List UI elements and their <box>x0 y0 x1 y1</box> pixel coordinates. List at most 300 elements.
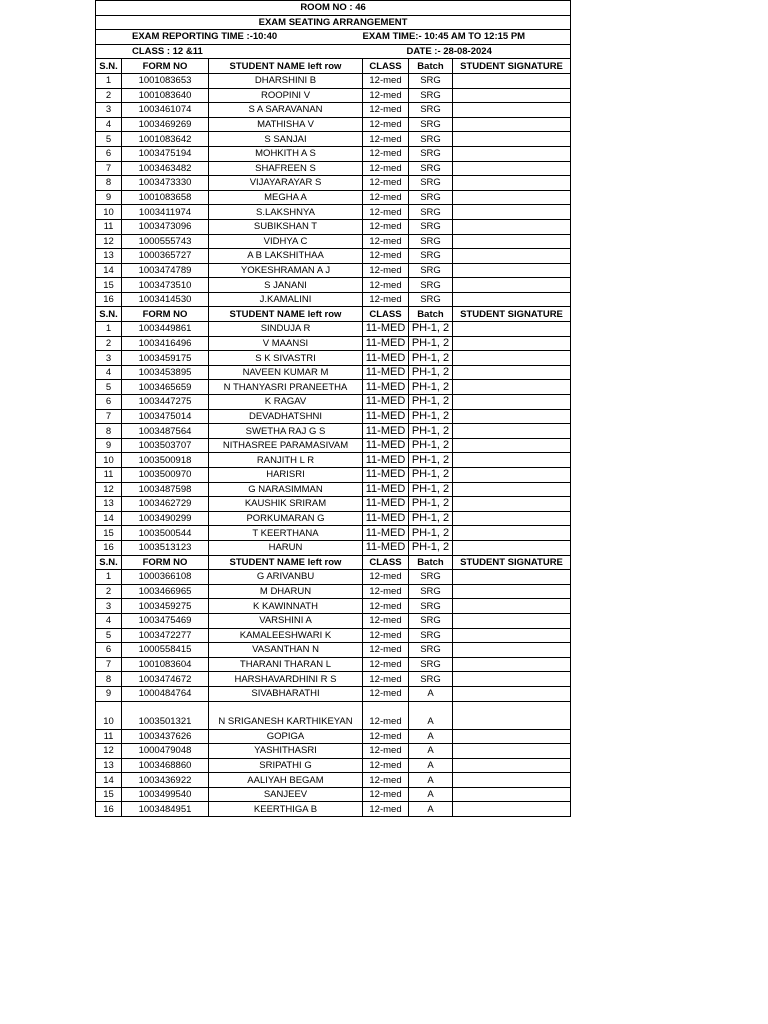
serial-cell: 14 <box>96 263 122 278</box>
signature-cell[interactable] <box>453 176 571 191</box>
form-no-cell: 1000365727 <box>122 249 209 264</box>
student-name-cell: V MAANSI <box>209 336 363 351</box>
serial-cell: 6 <box>96 395 122 410</box>
table-row <box>96 234 571 249</box>
column-header: S.N. <box>96 307 122 322</box>
table-row <box>96 322 571 337</box>
form-no-cell: 1003436922 <box>122 773 209 788</box>
class-cell: 12-med <box>363 132 409 147</box>
class-cell: 11-MED <box>363 482 409 497</box>
table-row <box>96 657 571 672</box>
serial-cell: 3 <box>96 103 122 118</box>
batch-cell: PH-1, 2 <box>409 351 453 366</box>
class-cell: 12-med <box>363 219 409 234</box>
serial-cell: 10 <box>96 701 122 729</box>
batch-cell: SRG <box>409 278 453 293</box>
class-cell: 12-med <box>363 234 409 249</box>
class-cell: 12-med <box>363 758 409 773</box>
column-header: FORM NO <box>122 555 209 570</box>
student-name-cell: K KAWINNATH <box>209 599 363 614</box>
class-cell: 12-med <box>363 584 409 599</box>
column-header: CLASS <box>363 307 409 322</box>
signature-cell[interactable] <box>453 409 571 424</box>
signature-cell[interactable] <box>453 758 571 773</box>
student-name-cell: KEERTHIGA B <box>209 802 363 817</box>
form-no-cell: 1003416496 <box>122 336 209 351</box>
batch-cell: SRG <box>409 146 453 161</box>
serial-cell: 15 <box>96 526 122 541</box>
serial-cell: 11 <box>96 729 122 744</box>
form-no-cell: 1003474789 <box>122 263 209 278</box>
student-name-cell: VARSHINI A <box>209 613 363 628</box>
class-cell: 11-MED <box>363 365 409 380</box>
student-name-cell: VASANTHAN N <box>209 643 363 658</box>
signature-cell[interactable] <box>453 802 571 817</box>
class-cell: 12-med <box>363 613 409 628</box>
student-name-cell: G ARIVANBU <box>209 570 363 585</box>
student-name-cell: RANJITH L R <box>209 453 363 468</box>
student-name-cell: N THANYASRI PRANEETHA <box>209 380 363 395</box>
form-no-cell: 1003475194 <box>122 146 209 161</box>
class-cell: 11-MED <box>363 395 409 410</box>
serial-cell: 5 <box>96 132 122 147</box>
form-no-cell: 1003513123 <box>122 540 209 555</box>
class-cell: 12-med <box>363 729 409 744</box>
serial-cell: 16 <box>96 292 122 307</box>
table-row <box>96 161 571 176</box>
column-header: FORM NO <box>122 59 209 74</box>
table-row <box>96 526 571 541</box>
serial-cell: 10 <box>96 453 122 468</box>
table-row <box>96 599 571 614</box>
student-name-cell: VIDHYA C <box>209 234 363 249</box>
class-cell: 12-med <box>363 161 409 176</box>
batch-cell: SRG <box>409 103 453 118</box>
signature-cell[interactable] <box>453 613 571 628</box>
serial-cell: 10 <box>96 205 122 220</box>
signature-cell[interactable] <box>453 278 571 293</box>
serial-cell: 5 <box>96 380 122 395</box>
batch-cell: A <box>409 802 453 817</box>
batch-cell: PH-1, 2 <box>409 424 453 439</box>
student-name-cell: SRIPATHI G <box>209 758 363 773</box>
signature-cell[interactable] <box>453 219 571 234</box>
batch-cell: PH-1, 2 <box>409 453 453 468</box>
table-row <box>96 672 571 687</box>
signature-cell[interactable] <box>453 701 571 729</box>
signature-cell[interactable] <box>453 686 571 701</box>
signature-cell[interactable] <box>453 643 571 658</box>
signature-cell[interactable] <box>453 744 571 759</box>
table-row <box>96 132 571 147</box>
batch-cell: SRG <box>409 88 453 103</box>
serial-cell: 15 <box>96 278 122 293</box>
signature-cell[interactable] <box>453 511 571 526</box>
column-header: STUDENT SIGNATURE <box>453 59 571 74</box>
serial-cell: 4 <box>96 613 122 628</box>
signature-cell[interactable] <box>453 570 571 585</box>
class-cell: 12-med <box>363 686 409 701</box>
table-row <box>96 351 571 366</box>
form-no-cell: 1003473510 <box>122 278 209 293</box>
batch-cell: SRG <box>409 643 453 658</box>
table-row <box>96 686 571 701</box>
batch-cell: A <box>409 701 453 729</box>
class-cell: 12-med <box>363 117 409 132</box>
serial-cell: 15 <box>96 787 122 802</box>
signature-cell[interactable] <box>453 599 571 614</box>
student-name-cell: G NARASIMMAN <box>209 482 363 497</box>
student-name-cell: VIJAYARAYAR S <box>209 176 363 191</box>
student-name-cell: ROOPINI V <box>209 88 363 103</box>
student-name-cell: SIVABHARATHI <box>209 686 363 701</box>
batch-cell: SRG <box>409 672 453 687</box>
student-name-cell: NITHASREE PARAMASIVAM <box>209 438 363 453</box>
class-cell: 12-med <box>363 263 409 278</box>
class-cell: 11-MED <box>363 511 409 526</box>
serial-cell: 4 <box>96 117 122 132</box>
serial-cell: 13 <box>96 497 122 512</box>
form-no-cell: 1000484764 <box>122 686 209 701</box>
signature-cell[interactable] <box>453 482 571 497</box>
student-name-cell: KAUSHIK SRIRAM <box>209 497 363 512</box>
student-name-cell: M DHARUN <box>209 584 363 599</box>
serial-cell: 12 <box>96 744 122 759</box>
class-cell: 12-med <box>363 744 409 759</box>
signature-cell[interactable] <box>453 584 571 599</box>
table-row <box>96 453 571 468</box>
batch-cell: A <box>409 758 453 773</box>
form-no-cell: 1001083640 <box>122 88 209 103</box>
serial-cell: 12 <box>96 482 122 497</box>
class-cell: 12-med <box>363 672 409 687</box>
column-header: STUDENT SIGNATURE <box>453 307 571 322</box>
serial-cell: 1 <box>96 322 122 337</box>
signature-cell[interactable] <box>453 292 571 307</box>
column-header: Batch <box>409 59 453 74</box>
signature-cell[interactable] <box>453 249 571 264</box>
table-row <box>96 787 571 802</box>
signature-cell[interactable] <box>453 453 571 468</box>
signature-cell[interactable] <box>453 205 571 220</box>
batch-cell: SRG <box>409 73 453 88</box>
table-row <box>96 701 571 729</box>
form-no-cell: 1003473330 <box>122 176 209 191</box>
class-cell: 11-MED <box>363 380 409 395</box>
signature-cell[interactable] <box>453 132 571 147</box>
form-no-cell: 1003463482 <box>122 161 209 176</box>
table-row <box>96 802 571 817</box>
serial-cell: 16 <box>96 540 122 555</box>
signature-cell[interactable] <box>453 729 571 744</box>
table-row <box>96 205 571 220</box>
serial-cell: 6 <box>96 643 122 658</box>
batch-cell: SRG <box>409 613 453 628</box>
table-row <box>96 613 571 628</box>
table-row <box>96 497 571 512</box>
column-header: STUDENT SIGNATURE <box>453 555 571 570</box>
table-row <box>96 482 571 497</box>
student-name-cell: DEVADHATSHNI <box>209 409 363 424</box>
batch-cell: A <box>409 729 453 744</box>
serial-cell: 5 <box>96 628 122 643</box>
class-cell: 12-med <box>363 599 409 614</box>
signature-cell[interactable] <box>453 787 571 802</box>
class-cell: 11-MED <box>363 409 409 424</box>
class-cell: 12-med <box>363 73 409 88</box>
form-no-cell: 1003487598 <box>122 482 209 497</box>
table-row <box>96 729 571 744</box>
batch-cell: PH-1, 2 <box>409 511 453 526</box>
serial-cell: 7 <box>96 657 122 672</box>
class-cell: 12-med <box>363 278 409 293</box>
column-header: S.N. <box>96 59 122 74</box>
serial-cell: 7 <box>96 161 122 176</box>
signature-cell[interactable] <box>453 468 571 483</box>
class-info: CLASS : 12 &11 <box>96 44 363 59</box>
batch-cell: PH-1, 2 <box>409 468 453 483</box>
student-name-cell: J.KAMALINI <box>209 292 363 307</box>
form-no-cell: 1003466965 <box>122 584 209 599</box>
table-row <box>96 219 571 234</box>
signature-cell[interactable] <box>453 657 571 672</box>
signature-cell[interactable] <box>453 628 571 643</box>
form-no-cell: 1003462729 <box>122 497 209 512</box>
batch-cell: PH-1, 2 <box>409 365 453 380</box>
signature-cell[interactable] <box>453 161 571 176</box>
form-no-cell: 1003473096 <box>122 219 209 234</box>
student-name-cell: HARISRI <box>209 468 363 483</box>
column-header-row <box>96 59 571 74</box>
form-no-cell: 1003499540 <box>122 787 209 802</box>
table-row <box>96 73 571 88</box>
signature-cell[interactable] <box>453 395 571 410</box>
form-no-cell: 1003459275 <box>122 599 209 614</box>
student-name-cell: MOHKITH A S <box>209 146 363 161</box>
signature-cell[interactable] <box>453 380 571 395</box>
batch-cell: SRG <box>409 570 453 585</box>
student-name-cell: HARUN <box>209 540 363 555</box>
serial-cell: 7 <box>96 409 122 424</box>
serial-cell: 8 <box>96 424 122 439</box>
form-no-cell: 1003501321 <box>122 701 209 729</box>
student-name-cell: S.LAKSHNYA <box>209 205 363 220</box>
class-cell: 11-MED <box>363 497 409 512</box>
form-no-cell: 1001083653 <box>122 73 209 88</box>
table-row <box>96 380 571 395</box>
table-row <box>96 249 571 264</box>
batch-cell: PH-1, 2 <box>409 526 453 541</box>
table-row <box>96 570 571 585</box>
class-cell: 12-med <box>363 570 409 585</box>
table-row <box>96 773 571 788</box>
signature-cell[interactable] <box>453 263 571 278</box>
batch-cell: SRG <box>409 205 453 220</box>
form-no-cell: 1003472277 <box>122 628 209 643</box>
signature-cell[interactable] <box>453 540 571 555</box>
student-name-cell: DHARSHINI B <box>209 73 363 88</box>
student-name-cell: SWETHA RAJ G S <box>209 424 363 439</box>
signature-cell[interactable] <box>453 773 571 788</box>
student-name-cell: THARANI THARAN L <box>209 657 363 672</box>
exam-date: DATE :- 28-08-2024 <box>363 44 571 59</box>
serial-cell: 2 <box>96 336 122 351</box>
batch-cell: SRG <box>409 161 453 176</box>
table-row <box>96 409 571 424</box>
table-row <box>96 643 571 658</box>
class-cell: 12-med <box>363 249 409 264</box>
student-name-cell: AALIYAH BEGAM <box>209 773 363 788</box>
batch-cell: A <box>409 686 453 701</box>
serial-cell: 9 <box>96 686 122 701</box>
serial-cell: 14 <box>96 511 122 526</box>
form-no-cell: 1003465659 <box>122 380 209 395</box>
class-cell: 11-MED <box>363 438 409 453</box>
table-row <box>96 584 571 599</box>
batch-cell: PH-1, 2 <box>409 336 453 351</box>
form-no-cell: 1003449861 <box>122 322 209 337</box>
form-no-cell: 1003500970 <box>122 468 209 483</box>
form-no-cell: 1003437626 <box>122 729 209 744</box>
table-row <box>96 292 571 307</box>
class-cell: 11-MED <box>363 336 409 351</box>
form-no-cell: 1003459175 <box>122 351 209 366</box>
class-cell: 12-med <box>363 292 409 307</box>
student-name-cell: HARSHAVARDHINI R S <box>209 672 363 687</box>
column-header-row <box>96 307 571 322</box>
table-row <box>96 176 571 191</box>
sheet-title: EXAM SEATING ARRANGEMENT <box>96 15 571 30</box>
batch-cell: SRG <box>409 176 453 191</box>
serial-cell: 9 <box>96 438 122 453</box>
column-header: S.N. <box>96 555 122 570</box>
student-name-cell: SANJEEV <box>209 787 363 802</box>
table-row <box>96 336 571 351</box>
exam-time: EXAM TIME:- 10:45 AM TO 12:15 PM <box>363 30 571 45</box>
batch-cell: A <box>409 773 453 788</box>
form-no-cell: 1001083658 <box>122 190 209 205</box>
class-cell: 12-med <box>363 802 409 817</box>
serial-cell: 11 <box>96 219 122 234</box>
class-cell: 12-med <box>363 146 409 161</box>
student-name-cell: S K SIVASTRI <box>209 351 363 366</box>
batch-cell: SRG <box>409 117 453 132</box>
form-no-cell: 1003475014 <box>122 409 209 424</box>
form-no-cell: 1003468860 <box>122 758 209 773</box>
batch-cell: SRG <box>409 263 453 278</box>
signature-cell[interactable] <box>453 117 571 132</box>
class-cell: 12-med <box>363 643 409 658</box>
signature-cell[interactable] <box>453 103 571 118</box>
form-no-cell: 1003487564 <box>122 424 209 439</box>
batch-cell: A <box>409 744 453 759</box>
table-row <box>96 744 571 759</box>
table-row <box>96 540 571 555</box>
signature-cell[interactable] <box>453 424 571 439</box>
student-name-cell: S SANJAI <box>209 132 363 147</box>
table-row <box>96 424 571 439</box>
signature-cell[interactable] <box>453 88 571 103</box>
signature-cell[interactable] <box>453 438 571 453</box>
class-cell: 12-med <box>363 88 409 103</box>
form-no-cell: 1003447275 <box>122 395 209 410</box>
serial-cell: 2 <box>96 584 122 599</box>
form-no-cell: 1001083604 <box>122 657 209 672</box>
batch-cell: A <box>409 787 453 802</box>
class-cell: 11-MED <box>363 351 409 366</box>
reporting-time: EXAM REPORTING TIME :-10:40 <box>96 30 363 45</box>
signature-cell[interactable] <box>453 526 571 541</box>
class-cell: 12-med <box>363 176 409 191</box>
class-cell: 11-MED <box>363 468 409 483</box>
column-header: STUDENT NAME left row <box>209 59 363 74</box>
student-name-cell: A B LAKSHITHAA <box>209 249 363 264</box>
room-number: ROOM NO : 46 <box>96 1 571 16</box>
signature-cell[interactable] <box>453 672 571 687</box>
batch-cell: PH-1, 2 <box>409 322 453 337</box>
student-name-cell: SHAFREEN S <box>209 161 363 176</box>
table-row <box>96 628 571 643</box>
table-row <box>96 278 571 293</box>
signature-cell[interactable] <box>453 336 571 351</box>
student-name-cell: MEGHA A <box>209 190 363 205</box>
signature-cell[interactable] <box>453 365 571 380</box>
column-header: CLASS <box>363 59 409 74</box>
serial-cell: 8 <box>96 672 122 687</box>
signature-cell[interactable] <box>453 322 571 337</box>
signature-cell[interactable] <box>453 234 571 249</box>
signature-cell[interactable] <box>453 146 571 161</box>
class-cell: 11-MED <box>363 526 409 541</box>
serial-cell: 13 <box>96 249 122 264</box>
student-name-cell: YOKESHRAMAN A J <box>209 263 363 278</box>
class-cell: 11-MED <box>363 424 409 439</box>
table-row <box>96 146 571 161</box>
signature-cell[interactable] <box>453 497 571 512</box>
signature-cell[interactable] <box>453 190 571 205</box>
table-row <box>96 468 571 483</box>
student-name-cell: NAVEEN KUMAR M <box>209 365 363 380</box>
serial-cell: 16 <box>96 802 122 817</box>
batch-cell: SRG <box>409 584 453 599</box>
batch-cell: SRG <box>409 132 453 147</box>
form-no-cell: 1000558415 <box>122 643 209 658</box>
serial-cell: 4 <box>96 365 122 380</box>
table-row <box>96 438 571 453</box>
signature-cell[interactable] <box>453 351 571 366</box>
serial-cell: 3 <box>96 351 122 366</box>
form-no-cell: 1003500918 <box>122 453 209 468</box>
class-cell: 11-MED <box>363 453 409 468</box>
batch-cell: SRG <box>409 292 453 307</box>
class-cell: 12-med <box>363 787 409 802</box>
form-no-cell: 1003461074 <box>122 103 209 118</box>
table-row <box>96 88 571 103</box>
student-name-cell: T KEERTHANA <box>209 526 363 541</box>
serial-cell: 2 <box>96 88 122 103</box>
class-cell: 11-MED <box>363 322 409 337</box>
column-header-row <box>96 555 571 570</box>
student-name-cell: KAMALEESHWARI K <box>209 628 363 643</box>
class-cell: 12-med <box>363 657 409 672</box>
form-no-cell: 1003414530 <box>122 292 209 307</box>
signature-cell[interactable] <box>453 73 571 88</box>
form-no-cell: 1003500544 <box>122 526 209 541</box>
table-row <box>96 395 571 410</box>
serial-cell: 11 <box>96 468 122 483</box>
student-name-cell: YASHITHASRI <box>209 744 363 759</box>
batch-cell: PH-1, 2 <box>409 540 453 555</box>
